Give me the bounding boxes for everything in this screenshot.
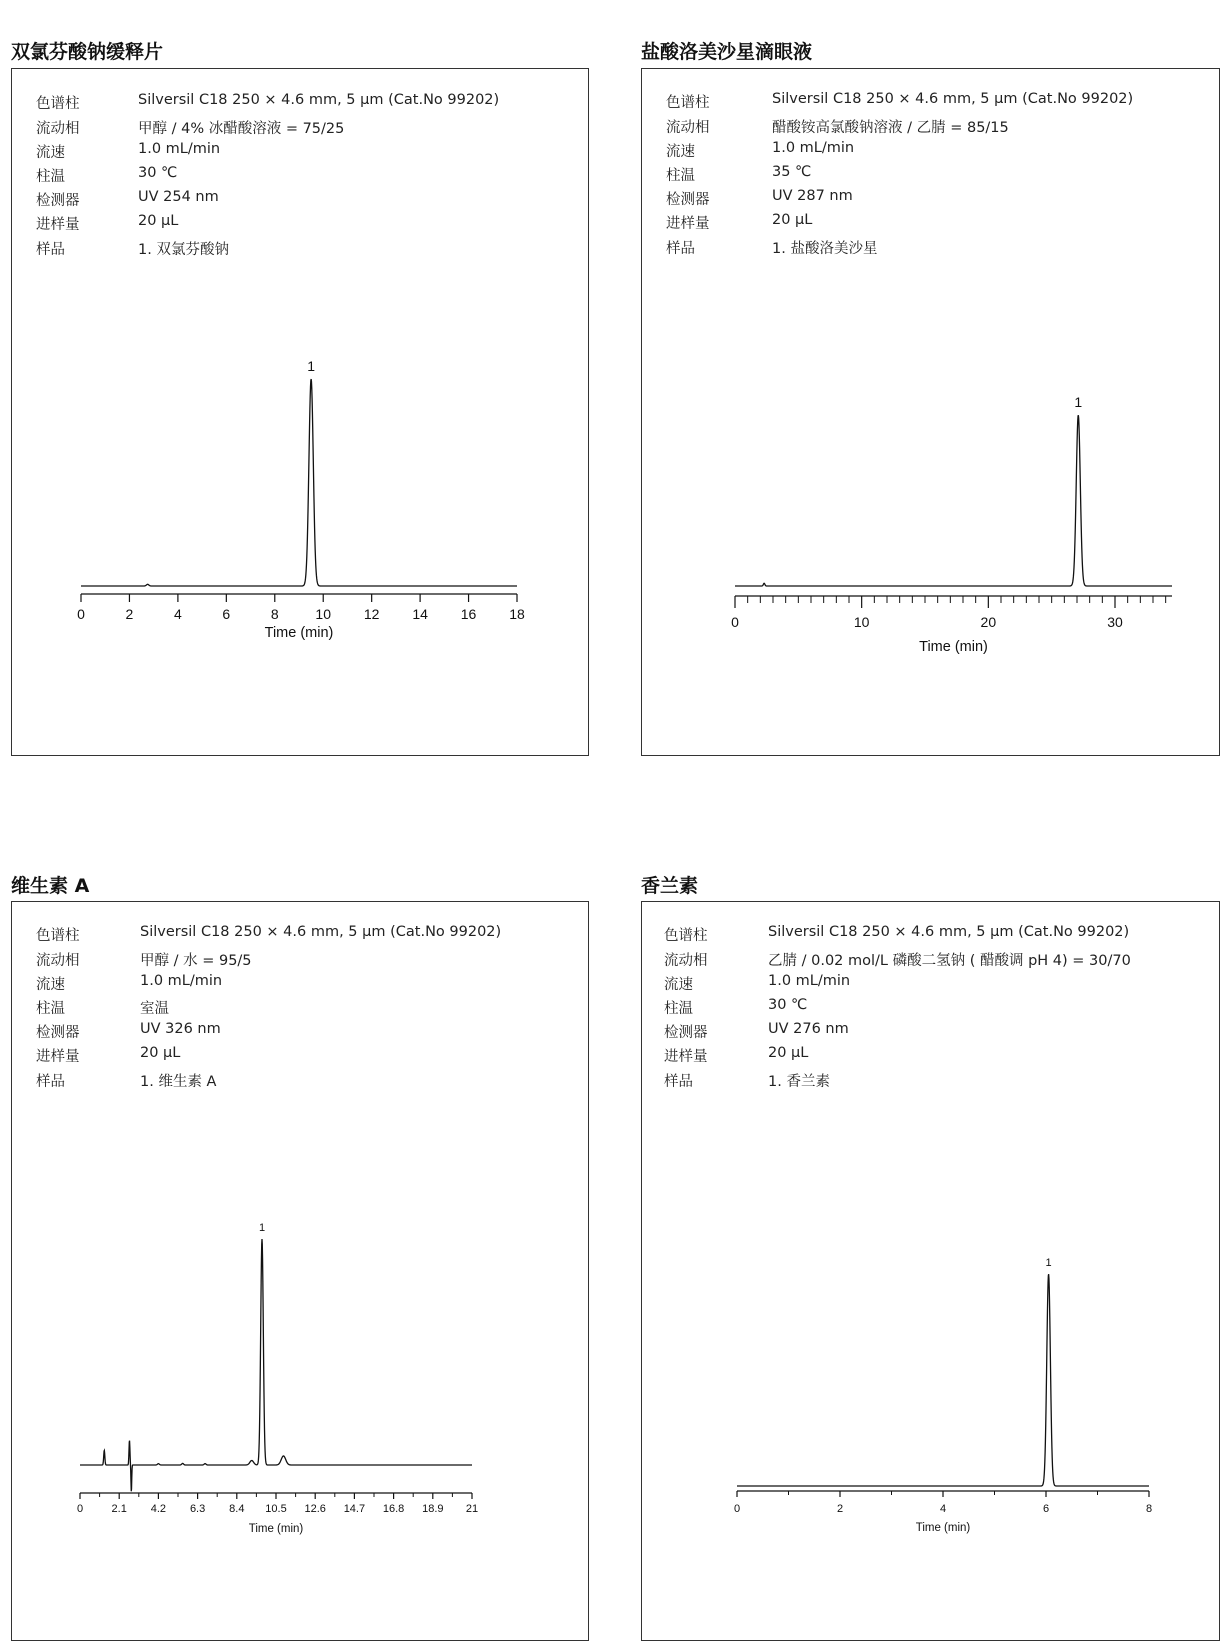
- x-axis-title: Time (min): [919, 639, 988, 655]
- x-tick-label: 10: [853, 614, 870, 630]
- x-tick-label: 30: [1107, 614, 1123, 630]
- x-tick-label: 4: [173, 606, 182, 622]
- panel-title: 香兰素: [641, 875, 699, 897]
- x-tick-label: 2: [125, 606, 134, 622]
- x-tick-label: 12: [363, 606, 380, 622]
- x-tick-label: 16.8: [382, 1503, 405, 1515]
- x-tick-label: 18.9: [422, 1503, 444, 1515]
- x-tick-label: 12.6: [304, 1503, 326, 1515]
- x-tick-label: 0: [77, 606, 85, 622]
- x-tick-label: 6.3: [189, 1503, 206, 1515]
- panel-title: 双氯芬酸钠缓释片: [11, 41, 164, 63]
- panel-title: 盐酸洛美沙星滴眼液: [641, 41, 813, 63]
- x-tick-label: 0: [76, 1503, 84, 1515]
- x-tick-label: 0: [733, 1503, 741, 1515]
- x-tick-label: 20: [980, 614, 997, 630]
- x-tick-label: 21: [465, 1503, 479, 1515]
- x-tick-label: 2: [836, 1503, 844, 1515]
- peak-label: 1: [307, 358, 316, 374]
- x-axis-title: Time (min): [915, 1522, 971, 1534]
- panel-title: 维生素 A: [11, 875, 90, 897]
- x-axis-title: Time (min): [264, 625, 334, 641]
- peak-label: 1: [1074, 394, 1083, 410]
- chromatogram-trace: [737, 1274, 1149, 1486]
- x-tick-label: 4: [939, 1503, 947, 1515]
- x-tick-label: 0: [731, 614, 739, 630]
- x-axis-title: Time (min): [248, 1523, 304, 1535]
- x-tick-label: 14.7: [343, 1503, 366, 1515]
- x-tick-label: 4.2: [150, 1503, 167, 1515]
- x-tick-label: 6: [1042, 1503, 1050, 1515]
- x-tick-label: 8: [1145, 1503, 1153, 1515]
- peak-label: 1: [1045, 1257, 1052, 1269]
- x-tick-label: 6: [222, 606, 231, 622]
- x-tick-label: 8: [270, 606, 279, 622]
- x-tick-label: 2.1: [111, 1503, 127, 1515]
- x-tick-label: 10: [315, 606, 332, 622]
- x-tick-label: 8.4: [229, 1503, 245, 1515]
- x-tick-label: 14: [412, 606, 428, 622]
- x-tick-label: 16: [460, 606, 477, 622]
- peak-label: 1: [258, 1222, 266, 1234]
- x-tick-label: 18: [509, 606, 525, 622]
- x-tick-label: 10.5: [265, 1503, 287, 1515]
